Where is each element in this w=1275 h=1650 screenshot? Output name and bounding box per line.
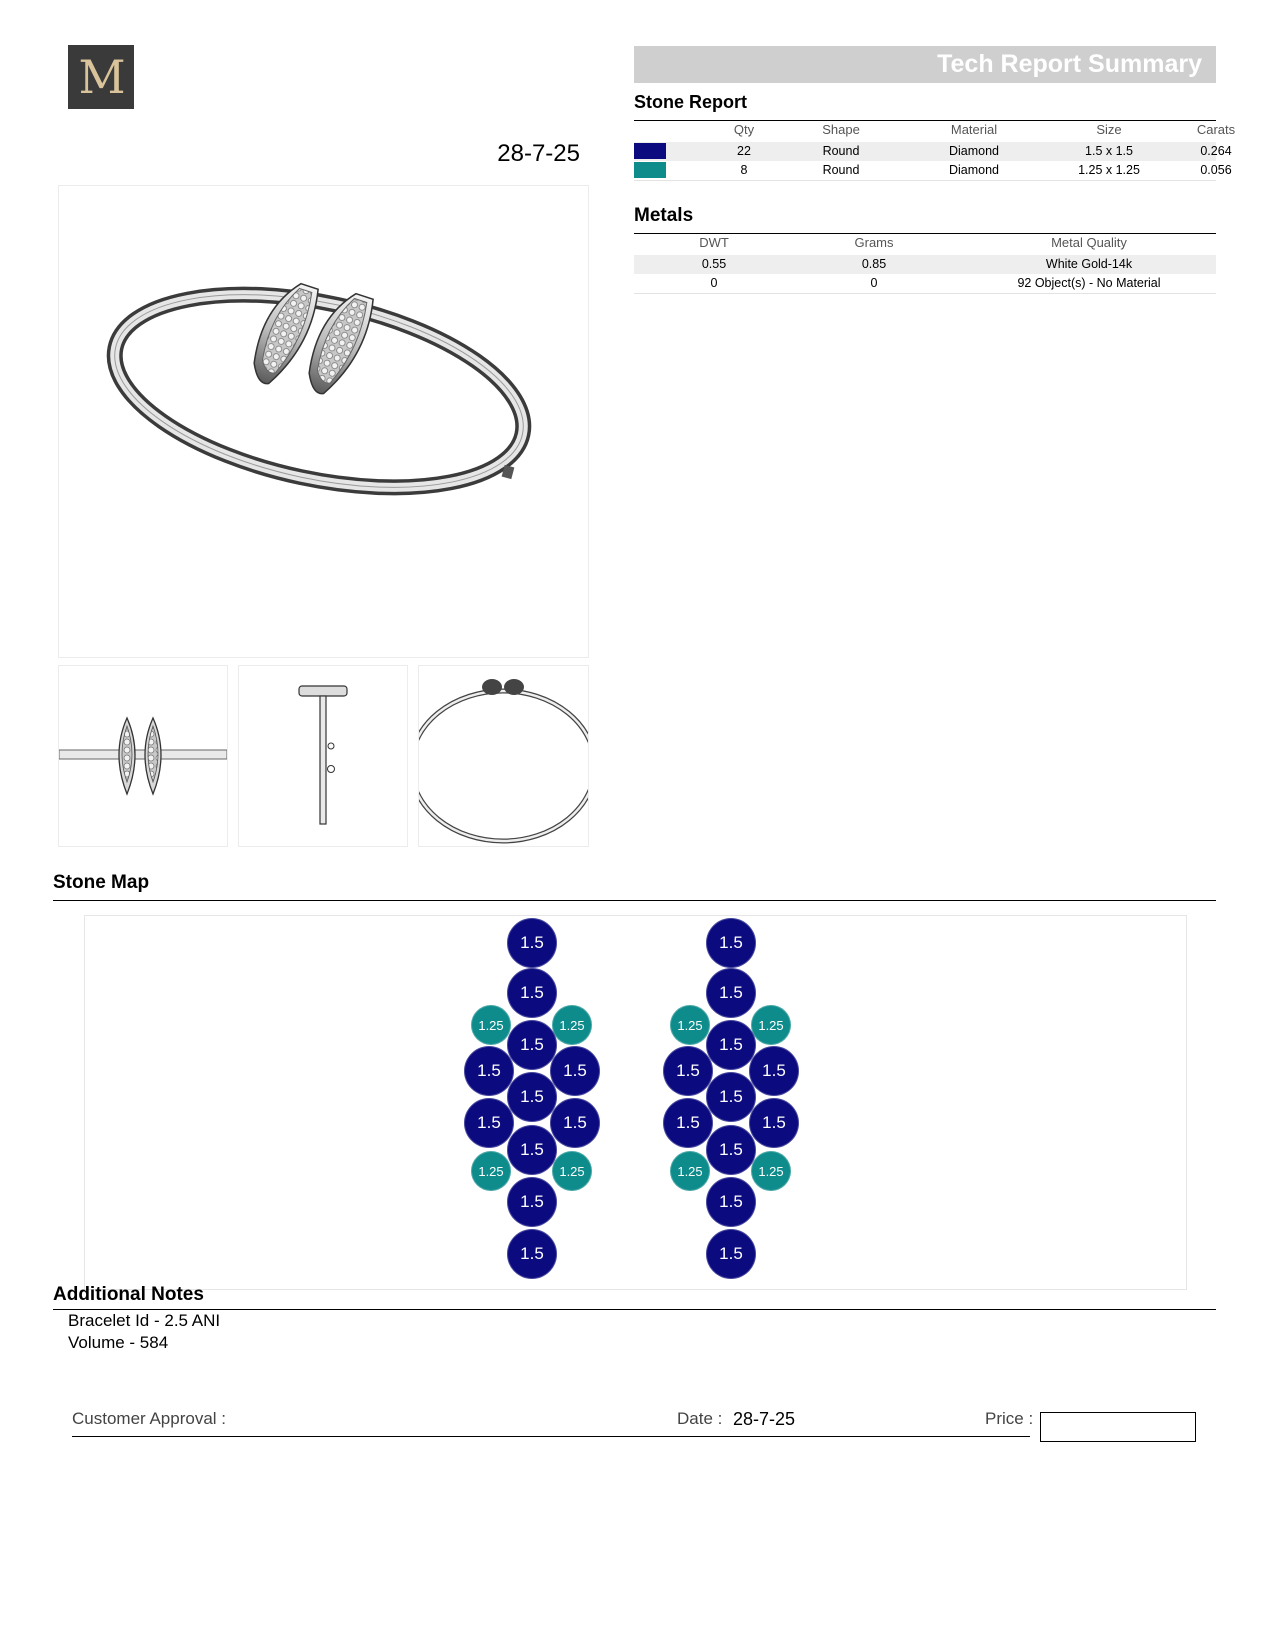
note-line: Volume - 584	[68, 1333, 169, 1352]
stone-qty: 8	[740, 163, 748, 177]
metal-row	[634, 255, 1216, 274]
header-material: Material	[950, 122, 998, 137]
metal-grams: 0	[870, 276, 878, 290]
header-size: Size	[1096, 122, 1122, 137]
metals-headers	[634, 235, 1216, 253]
stone-1-25: 1.25	[552, 1151, 592, 1191]
report-title: Tech Report Summary	[937, 50, 1202, 78]
price-label: Price :	[985, 1409, 1034, 1428]
metal-row	[634, 274, 1216, 294]
stone-1-5: 1.5	[706, 1177, 756, 1227]
metal-quality: White Gold-14k	[1045, 257, 1133, 271]
main-product-image	[58, 185, 589, 658]
stone-row	[634, 142, 1232, 161]
stone-1-25: 1.25	[471, 1005, 511, 1045]
stone-1-5: 1.5	[507, 918, 557, 968]
stone-1-5: 1.5	[749, 1098, 799, 1148]
stone-1-5: 1.5	[663, 1098, 713, 1148]
customer-approval-label: Customer Approval :	[72, 1409, 227, 1428]
logo-letter: M	[78, 50, 124, 104]
front-view-illustration	[59, 666, 227, 846]
stone-1-5: 1.5	[706, 918, 756, 968]
stone-1-25: 1.25	[751, 1151, 791, 1191]
stone-carats: 0.056	[1200, 163, 1232, 177]
metals-grid	[634, 235, 1216, 295]
stone-1-5: 1.5	[706, 1020, 756, 1070]
note-line: Bracelet Id - 2.5 ANI	[68, 1311, 221, 1330]
stone-1-5: 1.5	[550, 1098, 600, 1148]
stone-1-5: 1.5	[706, 1125, 756, 1175]
stone-1-5: 1.5	[507, 1125, 557, 1175]
header-dwt: DWT	[699, 235, 729, 250]
stone-report-headers	[634, 122, 1236, 140]
stone-1-5: 1.5	[464, 1046, 514, 1096]
company-logo	[68, 45, 134, 109]
stone-carats: 0.264	[1200, 144, 1232, 158]
stone-1-5: 1.5	[706, 1229, 756, 1279]
stone-size: 1.25 x 1.25	[1078, 163, 1140, 177]
stone-1-5: 1.5	[706, 968, 756, 1018]
metal-grams: 0.85	[861, 257, 887, 271]
additional-notes-rule	[53, 1309, 1216, 1310]
stone-1-5: 1.5	[464, 1098, 514, 1148]
stone-1-5: 1.5	[507, 1020, 557, 1070]
approval-date-value: 28-7-25	[733, 1409, 796, 1429]
metal-dwt: 0	[710, 276, 718, 290]
stone-1-5: 1.5	[507, 1072, 557, 1122]
stone-color-swatch	[634, 143, 666, 159]
stone-map-panel	[84, 915, 1187, 1290]
stone-1-5: 1.5	[507, 1177, 557, 1227]
side-view-thumbnail	[238, 665, 408, 847]
approval-signature-line	[72, 1436, 1030, 1437]
metal-quality: 92 Object(s) - No Material	[1017, 276, 1161, 290]
header-shape: Shape	[822, 122, 860, 137]
stone-map-title: Stone Map	[53, 872, 150, 893]
stone-1-5: 1.5	[507, 1229, 557, 1279]
stone-material: Diamond	[948, 144, 1000, 158]
stone-1-25: 1.25	[471, 1151, 511, 1191]
front-view-thumbnail	[58, 665, 228, 847]
stone-color-swatch	[634, 162, 666, 178]
metal-dwt: 0.55	[701, 257, 727, 271]
bangle-perspective-illustration	[59, 186, 588, 657]
stone-1-5: 1.5	[550, 1046, 600, 1096]
header-metal-quality: Metal Quality	[1051, 235, 1127, 250]
report-date: 28-7-25	[497, 140, 580, 167]
stone-size: 1.5 x 1.5	[1085, 144, 1133, 158]
stone-qty: 22	[737, 144, 751, 158]
metals-rule	[634, 233, 1216, 234]
header-carats: Carats	[1196, 122, 1236, 137]
stone-report-title: Stone Report	[634, 92, 748, 112]
stone-map-rule	[53, 900, 1216, 901]
side-view-illustration	[239, 666, 407, 846]
additional-notes-title: Additional Notes	[53, 1284, 204, 1305]
stone-1-5: 1.5	[507, 968, 557, 1018]
header-grams: Grams	[854, 235, 894, 250]
stone-report-grid	[634, 122, 1236, 180]
header-qty: Qty	[733, 122, 755, 137]
stone-1-25: 1.25	[751, 1005, 791, 1045]
report-header-bar	[634, 46, 1216, 83]
stone-shape: Round	[822, 144, 860, 158]
stone-1-5: 1.5	[706, 1072, 756, 1122]
stone-shape: Round	[822, 163, 860, 177]
price-input-box[interactable]	[1040, 1412, 1196, 1442]
stone-material: Diamond	[948, 163, 1000, 177]
stone-row	[634, 161, 1232, 181]
approval-date-label: Date :	[677, 1409, 723, 1428]
top-view-illustration	[419, 666, 588, 846]
top-view-thumbnail	[418, 665, 589, 847]
additional-notes-list	[68, 1310, 220, 1354]
metals-title: Metals	[634, 205, 694, 226]
stone-report-rule	[634, 120, 1216, 121]
stone-1-5: 1.5	[749, 1046, 799, 1096]
stone-1-25: 1.25	[552, 1005, 592, 1045]
stone-1-5: 1.5	[663, 1046, 713, 1096]
stone-1-25: 1.25	[670, 1151, 710, 1191]
stone-1-25: 1.25	[670, 1005, 710, 1045]
